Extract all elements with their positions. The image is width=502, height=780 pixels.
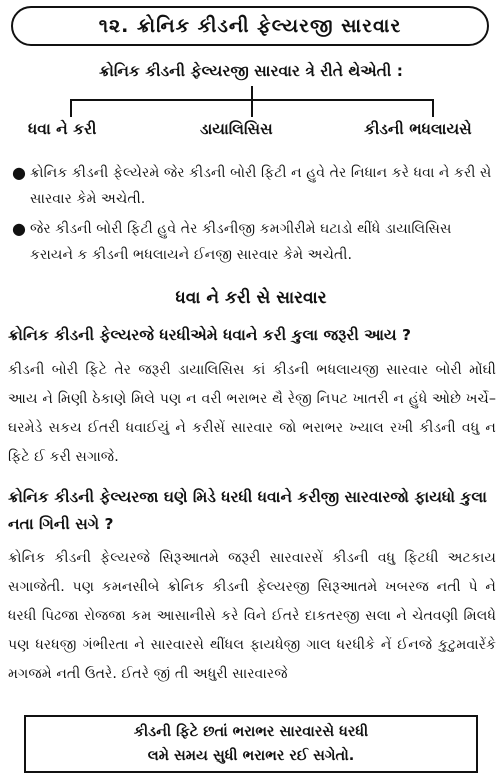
highlight-note-line-2: લમે સમય સુધી ભરાભર રઈ સગેતો.	[147, 748, 355, 764]
diagram-drop-right	[432, 99, 434, 117]
answer-1: કીડની બોરી ફિટે તેર જરૂરી ડાયાલિસિસ કાં કીડની ભધલાયજી સારવાર બોરી મોંઘી આય ને મિણી ઠેકાણે મિલે પણ ન વરી ભરાભર થૈ રેજી નિપટ ખાતરી ન હુંધે ઓછે ખર્ચે–ઘરમેડે સકય ઈતરી ધવાઈયું ને કરીસેં સારવાર જો ભરાભર ખ્યાલ રખી કીડની વધુ ન ફિટે ઈ કરી સગાજે.	[8, 362, 496, 465]
diagram-stem	[251, 86, 253, 100]
branch-medicine: ધવા ને કરી	[28, 120, 97, 138]
bullet-list	[12, 160, 492, 272]
bullet-text: જેર કીડની બોરી ફિટી હુવે તેર કીડનીજી કમગીરીમે ઘટાડો થીંધે ડાયાલિસિસ કરાયને ક કીડની ભધલાયને ઈનજી સારવાર કેમે અચેતી.	[30, 221, 452, 263]
diagram-drop-center	[251, 99, 253, 117]
bullet-icon: ●	[12, 163, 26, 182]
answer-2: ક્રોનિક કીડની ફેલ્યરજે સિરૂઆતમે જરૂરી સારવારસેં કીડની વધુ ફિટધી અટકાય સગાજેતી. પણ કમનસીબે ક્રોનિક કીડની ફેલ્યરજી સિરૂઆતમે ખબરજ નતી પે ને ધરધી પિઢજા રોજજા કમ આસાનીસે કરે વિને ઈતરે દાકતરજી સલા ને ચેતવણી મિલધે પણ ધરધજી ગંભીરતા ને સારવારસે થીંધલ ફાયધેજી ગાલ ધરધીકે નેં ઈનજે કુટુમવારેંકે મગજમે નતી ઉતરે. ઈતરે જીં તી અધુરી સારવારજે	[8, 550, 496, 682]
question-2: ક્રોનિક કીડની ફેલ્યરજા ઘણે મિડે ધરધી ધવાને કરીજી સારવારજો ફાયધો કુલા નતા ગિની સગે ?	[8, 488, 487, 533]
branch-dialysis: ડાયાલિસિસ	[200, 120, 273, 138]
highlight-note-box	[24, 715, 478, 773]
section-title: ધવા ને કરી સે સારવાર	[175, 288, 327, 308]
intro-text: ક્રોનિક કીડની ફેલ્યરજી સારવાર ત્રે રીતે થેએતી :	[99, 62, 403, 80]
highlight-note-line-1: કીડની ફિટે છતાં ભરાભર સારવારસે ધરધી	[133, 724, 369, 740]
branch-transplant: કીડની ભધલાયસે	[364, 120, 472, 138]
diagram-drop-left	[70, 99, 72, 117]
bullet-text: ક્રોનિક કીડની ફેલ્યેરમે જેર કીડની બોરી ફિટી ન હુવે તેર નિધાન કરે ધવા ને કરી સે સારવાર કેમે અચેતી.	[30, 165, 492, 207]
chapter-title: ૧૨. ક્રોનિક કીડની ફેલ્યરજી સારવાર	[98, 15, 402, 37]
bullet-item	[12, 216, 492, 268]
bullet-icon: ●	[12, 219, 26, 238]
bullet-item	[12, 160, 492, 212]
question-1: ક્રોનિક કીડની ફેલ્યરજે ધરધીએમે ધવાને કરી કુલા જરૂરી આય ?	[8, 326, 411, 344]
